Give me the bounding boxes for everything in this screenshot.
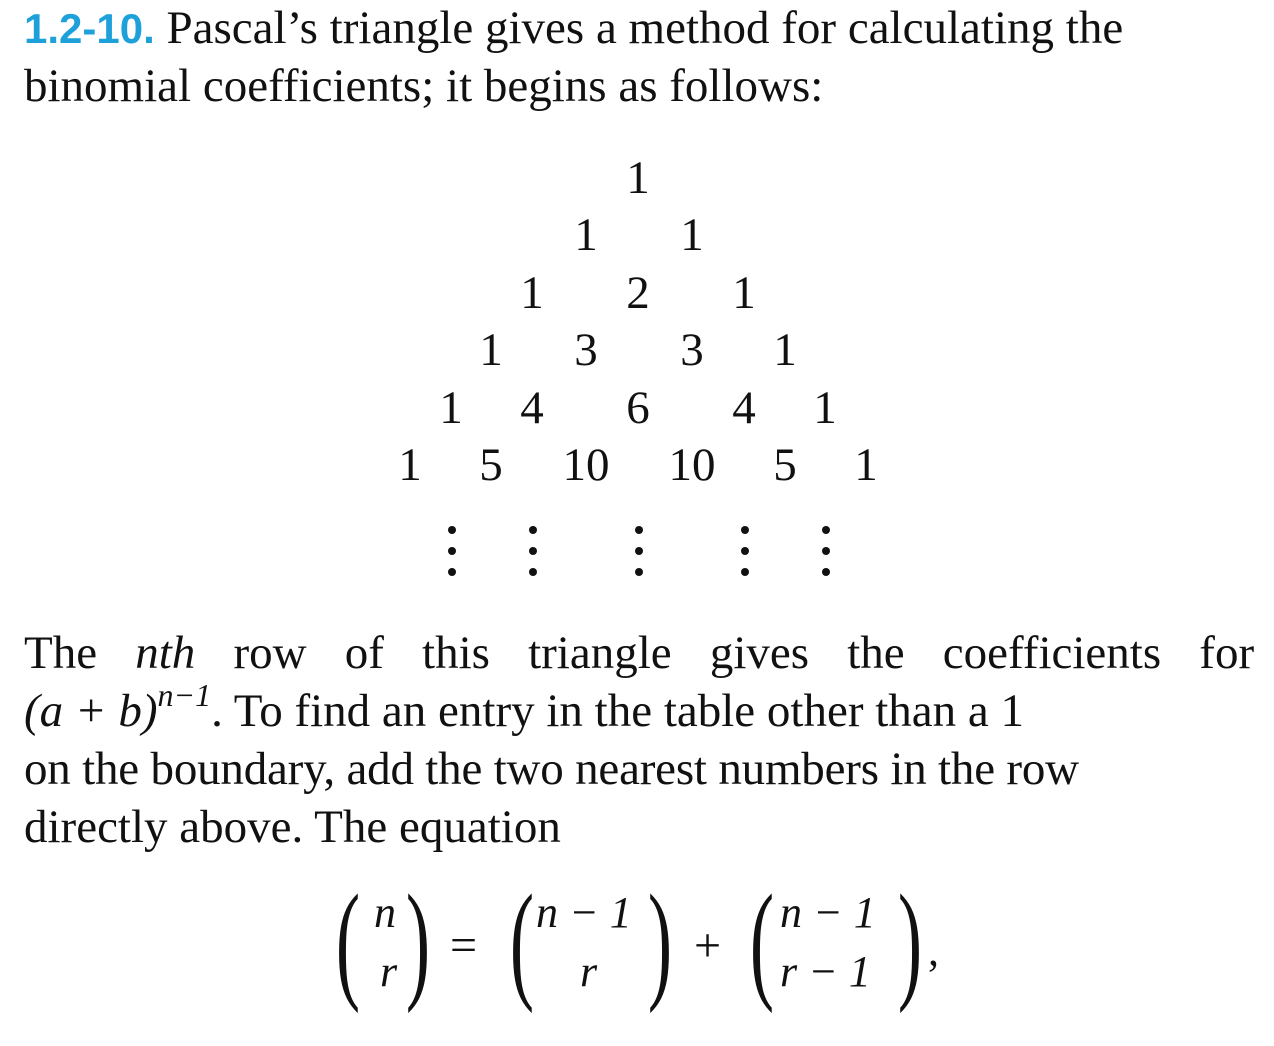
triangle-entry: 1 <box>813 382 837 434</box>
triangle-entry: 1 <box>732 267 756 319</box>
word: coefficients <box>942 627 1162 679</box>
triangle-entry: 1 <box>773 324 797 376</box>
left-paren-icon: ( <box>509 867 535 1014</box>
triangle-entry: 1 <box>626 152 650 204</box>
left-paren-icon: ( <box>749 867 775 1014</box>
problem-title: Pascal’s triangle gives a method for calculating the <box>166 2 1124 54</box>
problem-number: 1.2-10. <box>24 5 155 52</box>
vertical-ellipsis-icon <box>448 522 456 582</box>
vertical-ellipsis-icon <box>741 522 749 582</box>
paragraph-text: . To find an entry in the table other than a 1 <box>211 685 1025 737</box>
equals-sign: = <box>450 919 478 972</box>
term2-bottom: r − 1 <box>780 947 871 996</box>
triangle-entry: 1 <box>520 267 544 319</box>
word: nth <box>135 627 196 679</box>
word: gives <box>709 627 810 679</box>
triangle-entry: 10 <box>668 439 716 491</box>
triangle-entry: 2 <box>626 267 650 319</box>
plus-sign: + <box>694 919 722 972</box>
right-paren-icon: ) <box>405 867 431 1014</box>
triangle-entry: 6 <box>626 382 650 434</box>
right-paren-icon: ) <box>647 867 673 1014</box>
word: The <box>24 627 98 679</box>
vertical-ellipsis-icon <box>822 522 830 582</box>
term1-top: n − 1 <box>536 888 632 937</box>
triangle-entry: 1 <box>854 439 878 491</box>
triangle-entry: 5 <box>773 439 797 491</box>
left-paren-icon: ( <box>335 867 361 1014</box>
term2-top: n − 1 <box>780 888 876 937</box>
lhs-top: n <box>374 888 396 937</box>
word: row <box>233 627 307 679</box>
word: the <box>847 627 905 679</box>
triangle-entry: 3 <box>680 324 704 376</box>
triangle-entry: 1 <box>439 382 463 434</box>
paragraph-line-3: on the boundary, add the two nearest numbers in the row <box>24 743 1079 795</box>
vertical-ellipsis-icon <box>529 522 537 582</box>
paragraph-line-2 <box>24 677 1254 737</box>
paragraph-line-4: directly above. The equation <box>24 801 561 853</box>
vertical-ellipsis-icon <box>635 522 643 582</box>
word: for <box>1199 627 1255 679</box>
pascal-identity-equation <box>335 867 980 1015</box>
lhs-bottom: r <box>380 947 398 996</box>
triangle-entry: 1 <box>398 439 422 491</box>
paragraph-line-1 <box>24 627 1255 679</box>
binomial-expression: (a + b) <box>24 685 158 737</box>
triangle-entry: 5 <box>479 439 503 491</box>
word: triangle <box>528 627 672 679</box>
trailing-comma: , <box>928 926 939 975</box>
triangle-entry: 1 <box>479 324 503 376</box>
problem-heading <box>24 2 1124 54</box>
word: of <box>344 627 384 679</box>
word: this <box>422 627 490 679</box>
exponent: n−1 <box>157 677 212 713</box>
problem-title-line2: binomial coefficients; it begins as follows: <box>24 60 824 112</box>
triangle-entry: 1 <box>574 209 598 261</box>
triangle-entry: 10 <box>562 439 610 491</box>
term1-bottom: r <box>580 947 598 996</box>
triangle-entry: 4 <box>732 382 756 434</box>
triangle-entry: 4 <box>520 382 544 434</box>
triangle-entry: 1 <box>680 209 704 261</box>
right-paren-icon: ) <box>897 867 923 1014</box>
triangle-entry: 3 <box>574 324 598 376</box>
